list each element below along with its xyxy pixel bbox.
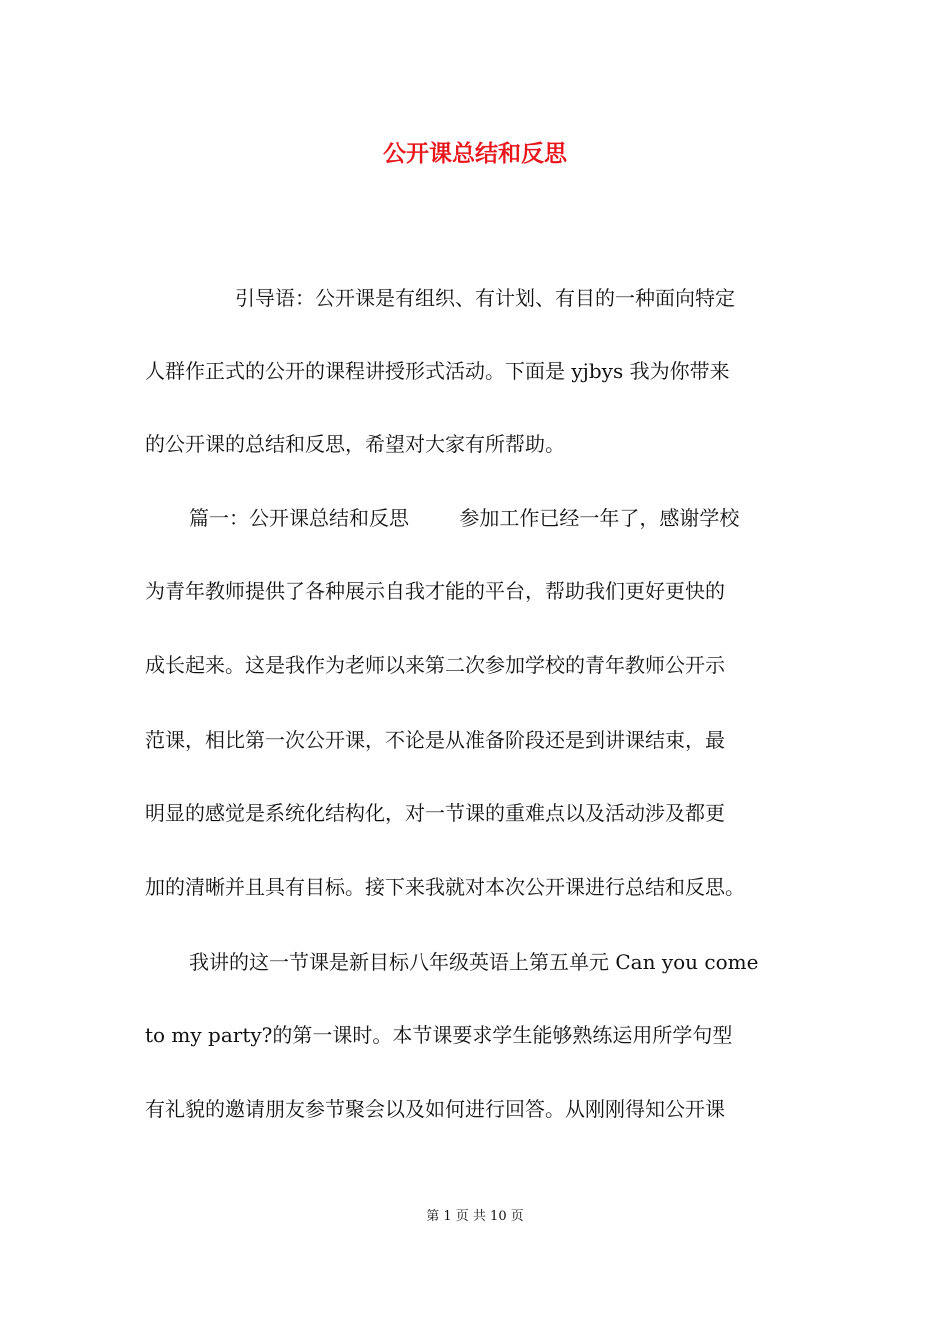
body-line-7: 范课，相比第一次公开课，不论是从准备阶段还是到讲课结束，最 [145,728,725,752]
document-title: 公开课总结和反思 [383,141,567,167]
body-line-2: 人群作正式的公开的课程讲授形式活动。下面是 yjbys 我为你带来 [145,359,730,383]
body-line-9: 加的清晰并且具有目标。接下来我就对本次公开课进行总结和反思。 [145,875,745,899]
body-line-12: 有礼貌的邀请朋友参节聚会以及如何进行回答。从刚刚得知公开课 [145,1097,725,1121]
body-line-11: to my party?的第一课时。本节课要求学生能够熟练运用所学句型 [145,1023,733,1047]
body-line-10: 我讲的这一节课是新目标八年级英语上第五单元 Can you come [189,950,759,974]
body-line-8: 明显的感觉是系统化结构化，对一节课的重难点以及活动涉及都更 [145,801,725,825]
body-line-4: 篇一：公开课总结和反思 参加工作已经一年了，感谢学校 [189,506,740,530]
page-number-footer: 第 1 页 共 10 页 [426,1209,524,1224]
body-line-1: 引导语：公开课是有组织、有计划、有目的一种面向特定 [235,286,735,310]
body-line-3: 的公开课的总结和反思，希望对大家有所帮助。 [145,432,565,456]
body-line-5: 为青年教师提供了各种展示自我才能的平台，帮助我们更好更快的 [145,579,725,603]
body-line-6: 成长起来。这是我作为老师以来第二次参加学校的青年教师公开示 [145,653,725,677]
